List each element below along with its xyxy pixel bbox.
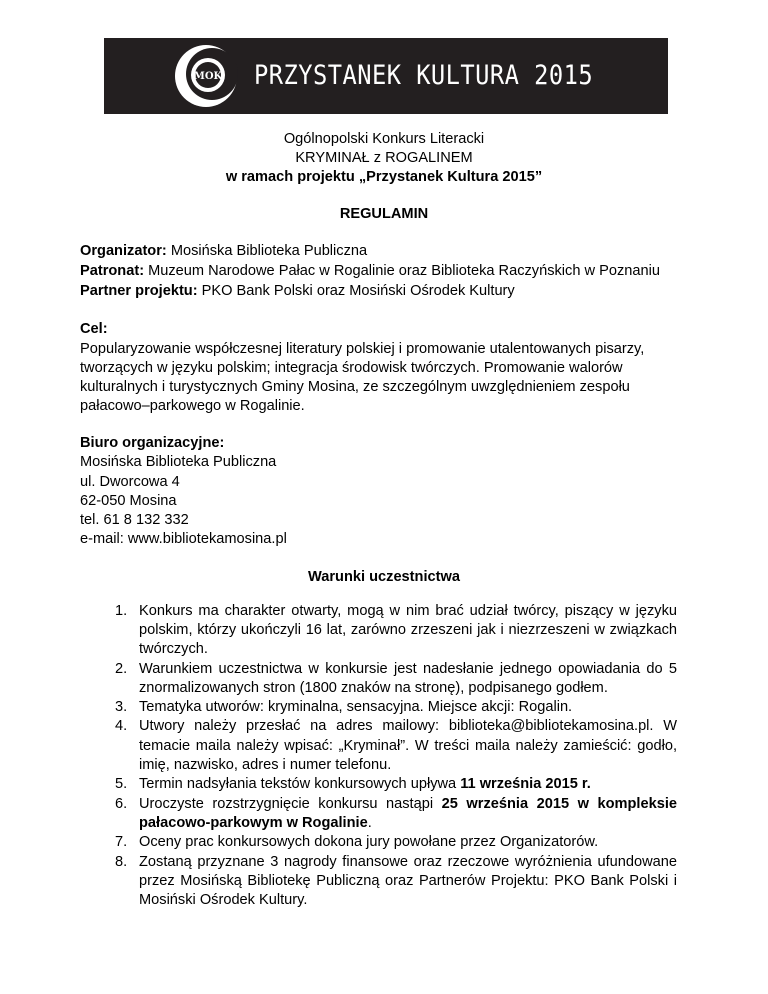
office-email[interactable]: e-mail: www.bibliotekamosina.pl xyxy=(80,531,287,547)
contest-name: Ogólnopolski Konkurs Literacki xyxy=(283,131,485,147)
banner-title: PRZYSTANEK KULTURA 2015 xyxy=(254,60,594,91)
patronage-label: Patronat: xyxy=(80,263,145,279)
conditions-heading: Warunki uczestnictwa xyxy=(308,569,460,585)
office-phone: tel. 61 8 132 332 xyxy=(80,512,189,528)
list-item-line: twórczych. xyxy=(139,641,208,657)
regulamin-heading: REGULAMIN xyxy=(339,206,429,222)
list-number: 3. xyxy=(115,699,128,715)
organizer-value: Mosińska Biblioteka Publiczna xyxy=(166,243,368,259)
list-item-line: znormalizowanych stron (1800 znaków na stronę), podpisanego godłem. xyxy=(139,680,608,696)
organizer-line xyxy=(80,243,367,259)
office-street: ul. Dworcowa 4 xyxy=(80,474,180,490)
list-item-line: Tematyka utworów: kryminalna, sensacyjna. Miejsce akcji: Rogalin. xyxy=(139,699,573,715)
list-item-line: Oceny prac konkursowych dokona jury powołane przez Organizatorów. xyxy=(139,834,599,850)
project-line: w ramach projektu „Przystanek Kultura 2015” xyxy=(225,169,543,185)
goal-line: Popularyzowanie współczesnej literatury polskiej i promowanie utalentowanych pisarzy, xyxy=(80,341,645,357)
list-item-line xyxy=(139,796,677,812)
ceremony-date: 25 września 2015 w kompleksie xyxy=(441,796,677,812)
list-number: 5. xyxy=(115,776,128,792)
list-number: 4. xyxy=(115,718,128,734)
mok-logo xyxy=(174,44,238,108)
contest-title: KRYMINAŁ z ROGALINEM xyxy=(295,150,473,166)
list-item-line: Warunkiem uczestnictwa w konkursie jest nadesłanie jednego opowiadania do 5 xyxy=(139,661,677,677)
goal-line: kulturalnych i turystycznych Gminy Mosina, ze szczególnym uwzględnieniem zespołu xyxy=(80,379,630,395)
list-number: 8. xyxy=(115,854,128,870)
list-item-line: przez Mosińską Bibliotekę Publiczną oraz Partnerów Projektu: PKO Bank Polski i xyxy=(139,873,677,889)
list-item-line xyxy=(139,776,677,792)
list-item-line: imię, nazwisko, adres i numer telefonu. xyxy=(139,757,392,773)
logo-text: MOK xyxy=(193,71,223,82)
list-item-line: Zostaną przyznane 3 nagrody finansowe oraz rzeczowe wyróżnienia ufundowane xyxy=(139,854,677,870)
list-item-line xyxy=(139,815,677,831)
partner-label: Partner projektu: xyxy=(80,283,198,299)
header-banner xyxy=(104,38,668,114)
office-name: Mosińska Biblioteka Publiczna xyxy=(80,454,277,470)
office-label: Biuro organizacyjne: xyxy=(80,435,225,451)
goal-label: Cel: xyxy=(80,321,108,337)
list-item-line: Konkurs ma charakter otwarty, mogą w nim brać udział twórcy, piszący w języku xyxy=(139,603,677,619)
patronage-line xyxy=(80,263,660,279)
list-number: 6. xyxy=(115,796,128,812)
office-city: 62-050 Mosina xyxy=(80,493,177,509)
ceremony-place: pałacowo-parkowym w Rogalinie xyxy=(139,815,368,831)
item-text: Termin nadsyłania tekstów konkursowych upływa xyxy=(139,776,461,792)
deadline-date: 11 września 2015 r. xyxy=(460,776,591,792)
organizer-label: Organizator: xyxy=(80,243,167,259)
partner-value: PKO Bank Polski oraz Mosiński Ośrodek Kultury xyxy=(197,283,515,299)
item-text: Uroczyste rozstrzygnięcie konkursu nastąpi xyxy=(139,796,442,812)
list-item-line: Utwory należy przesłać na adres mailowy: biblioteka@bibliotekamosina.pl. W xyxy=(139,718,677,734)
goal-line: tworzących w języku polskim; integracja środowisk twórczych. Promowanie walorów xyxy=(80,360,623,376)
goal-line: pałacowo–parkowego w Rogalinie. xyxy=(80,398,305,414)
list-item-line: Mosiński Ośrodek Kultury. xyxy=(139,892,308,908)
list-item-line: polskim, którzy ukończyli 16 lat, zarówno zrzeszeni jak i niezrzeszeni w związkach xyxy=(139,622,677,638)
list-number: 2. xyxy=(115,661,128,677)
list-item-line: temacie maila należy wpisać: „Kryminał”. W treści maila należy zamieścić: godło, xyxy=(139,738,677,754)
list-number: 1. xyxy=(115,603,128,619)
list-number: 7. xyxy=(115,834,128,850)
partner-line xyxy=(80,283,515,299)
item-text: . xyxy=(367,815,372,831)
patronage-value: Muzeum Narodowe Pałac w Rogalinie oraz Biblioteka Raczyńskich w Poznaniu xyxy=(144,263,660,279)
